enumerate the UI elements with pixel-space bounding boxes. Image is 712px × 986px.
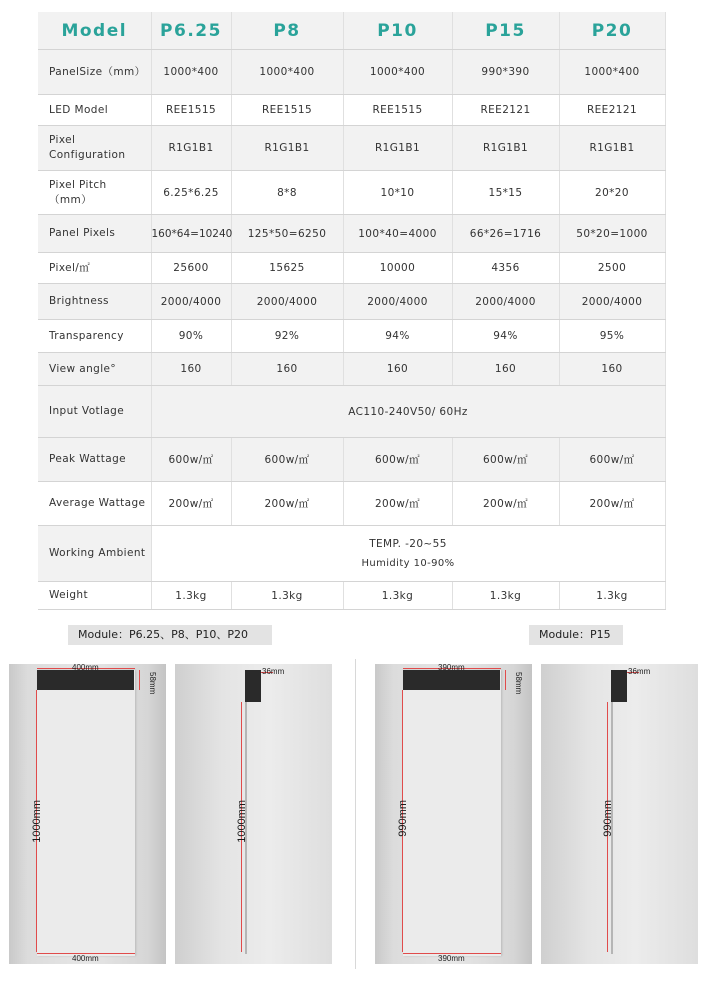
cell-value: 160 — [343, 353, 452, 386]
panel-frame-bar — [245, 670, 261, 702]
dim-depth: 58mm — [514, 672, 523, 695]
panel-front-photo-group1 — [9, 664, 166, 964]
cell-value: 2000/4000 — [231, 284, 343, 320]
row-label: Panel Pixels — [38, 215, 151, 253]
cell-value: 600w/㎡ — [343, 438, 452, 482]
cell-value: 200w/㎡ — [559, 482, 665, 526]
cell-value: 1.3kg — [559, 582, 665, 610]
row-panel-pixels — [38, 215, 665, 253]
dim-width-bottom: 390mm — [438, 954, 465, 963]
cell-value: R1G1B1 — [343, 126, 452, 171]
cell-value: 1.3kg — [151, 582, 231, 610]
row-label: Pixel Pitch （mm） — [38, 171, 151, 215]
row-label: Average Wattage — [38, 482, 151, 526]
cell-value: 2000/4000 — [343, 284, 452, 320]
dim-height: 990mm — [602, 800, 614, 837]
row-average-wattage — [38, 482, 665, 526]
cell-value: 90% — [151, 320, 231, 353]
cell-value: REE1515 — [151, 95, 231, 126]
dim-depth: 58mm — [148, 672, 157, 695]
cell-value: 4356 — [452, 253, 559, 284]
ambient-cell — [151, 526, 665, 582]
cell-value: R1G1B1 — [231, 126, 343, 171]
cell-value: REE1515 — [231, 95, 343, 126]
row-label: View angle° — [38, 353, 151, 386]
spec-table — [38, 12, 666, 610]
panel-front-photo-group2 — [375, 664, 532, 964]
cell-value: 600w/㎡ — [559, 438, 665, 482]
dim-thickness: 36mm — [628, 667, 651, 676]
cell-value: 2500 — [559, 253, 665, 284]
panel-face — [403, 670, 501, 956]
cell-value: 92% — [231, 320, 343, 353]
row-led-model — [38, 95, 665, 126]
cell-value: 6.25*6.25 — [151, 171, 231, 215]
cell-value: 990*390 — [452, 50, 559, 95]
row-label: Brightness — [38, 284, 151, 320]
row-label: LED Model — [38, 95, 151, 126]
cell-value: R1G1B1 — [452, 126, 559, 171]
cell-value: 8*8 — [231, 171, 343, 215]
header-model: Model — [38, 12, 151, 50]
cell-value: 95% — [559, 320, 665, 353]
row-pixel-configuration — [38, 126, 665, 171]
cell-value: R1G1B1 — [151, 126, 231, 171]
row-view-angle — [38, 353, 665, 386]
cell-value: 160 — [151, 353, 231, 386]
row-label: Input Votlage — [38, 386, 151, 438]
row-pixel-pitch — [38, 171, 665, 215]
cell-value: 160 — [452, 353, 559, 386]
cell-value: 15625 — [231, 253, 343, 284]
panel-face — [37, 670, 135, 956]
header-p15: P15 — [452, 12, 559, 50]
header-p625: P6.25 — [151, 12, 231, 50]
module-tag-group2: Module：P15 — [529, 625, 623, 645]
cell-value: 200w/㎡ — [343, 482, 452, 526]
row-brightness — [38, 284, 665, 320]
cell-value: REE2121 — [559, 95, 665, 126]
cell-value: 50*20=1000 — [559, 215, 665, 253]
panel-frame-bar — [403, 670, 500, 690]
row-label: Working Ambient — [38, 526, 151, 582]
cell-value: 600w/㎡ — [452, 438, 559, 482]
dim-width-top: 400mm — [72, 664, 99, 672]
cell-value: REE1515 — [343, 95, 452, 126]
row-label: Weight — [38, 582, 151, 610]
cell-value: 600w/㎡ — [231, 438, 343, 482]
row-label: Peak Wattage — [38, 438, 151, 482]
section-divider — [355, 659, 356, 969]
cell-value: REE2121 — [452, 95, 559, 126]
cell-value: 2000/4000 — [559, 284, 665, 320]
panel-frame-bar — [37, 670, 134, 690]
ambient-humidity: Humidity 10-90% — [361, 557, 455, 569]
cell-value: 600w/㎡ — [151, 438, 231, 482]
dim-width-bottom: 400mm — [72, 954, 99, 963]
row-input-voltage — [38, 386, 665, 438]
cell-value: 125*50=6250 — [231, 215, 343, 253]
cell-value: 10000 — [343, 253, 452, 284]
cell-value: 94% — [343, 320, 452, 353]
dim-height: 1000mm — [236, 800, 248, 843]
cell-value: AC110-240V50/ 60Hz — [151, 386, 665, 438]
cell-value: 200w/㎡ — [151, 482, 231, 526]
cell-value: 94% — [452, 320, 559, 353]
dim-thickness: 36mm — [262, 667, 285, 676]
cell-value: 1000*400 — [343, 50, 452, 95]
cell-value: 1.3kg — [343, 582, 452, 610]
cell-value: 160 — [231, 353, 343, 386]
dim-height: 1000mm — [31, 800, 43, 843]
panel-frame-bar — [611, 670, 627, 702]
cell-value: 1000*400 — [559, 50, 665, 95]
cell-value: 2000/4000 — [151, 284, 231, 320]
cell-value: 1.3kg — [231, 582, 343, 610]
table-header-row — [38, 12, 665, 50]
cell-value: R1G1B1 — [559, 126, 665, 171]
row-weight — [38, 582, 665, 610]
row-label: PanelSize（mm） — [38, 50, 151, 95]
cell-value: 2000/4000 — [452, 284, 559, 320]
cell-value: 1.3kg — [452, 582, 559, 610]
row-peak-wattage — [38, 438, 665, 482]
cell-value: 25600 — [151, 253, 231, 284]
row-working-ambient — [38, 526, 665, 582]
dim-height: 990mm — [397, 800, 409, 837]
header-p20: P20 — [559, 12, 665, 50]
cell-value: 1000*400 — [231, 50, 343, 95]
cell-value: 66*26=1716 — [452, 215, 559, 253]
ambient-temp: TEMP. -20~55 — [369, 537, 447, 550]
cell-value: 1000*400 — [151, 50, 231, 95]
row-pixel-density — [38, 253, 665, 284]
header-p10: P10 — [343, 12, 452, 50]
row-label: Transparency — [38, 320, 151, 353]
row-label: Pixel Configuration — [38, 126, 151, 171]
dim-width-top: 390mm — [438, 664, 465, 672]
row-label: Pixel/㎡ — [38, 253, 151, 284]
module-tag-group1: Module：P6.25、P8、P10、P20 — [68, 625, 272, 645]
row-panel-size — [38, 50, 665, 95]
cell-value: 15*15 — [452, 171, 559, 215]
cell-value: 10*10 — [343, 171, 452, 215]
panel-side-photo-group1 — [175, 664, 332, 964]
panel-side-photo-group2 — [541, 664, 698, 964]
header-p8: P8 — [231, 12, 343, 50]
cell-value: 100*40=4000 — [343, 215, 452, 253]
cell-value: 160*64=10240 — [151, 215, 231, 253]
cell-value: 20*20 — [559, 171, 665, 215]
row-transparency — [38, 320, 665, 353]
cell-value: 200w/㎡ — [452, 482, 559, 526]
cell-value: 160 — [559, 353, 665, 386]
cell-value: 200w/㎡ — [231, 482, 343, 526]
